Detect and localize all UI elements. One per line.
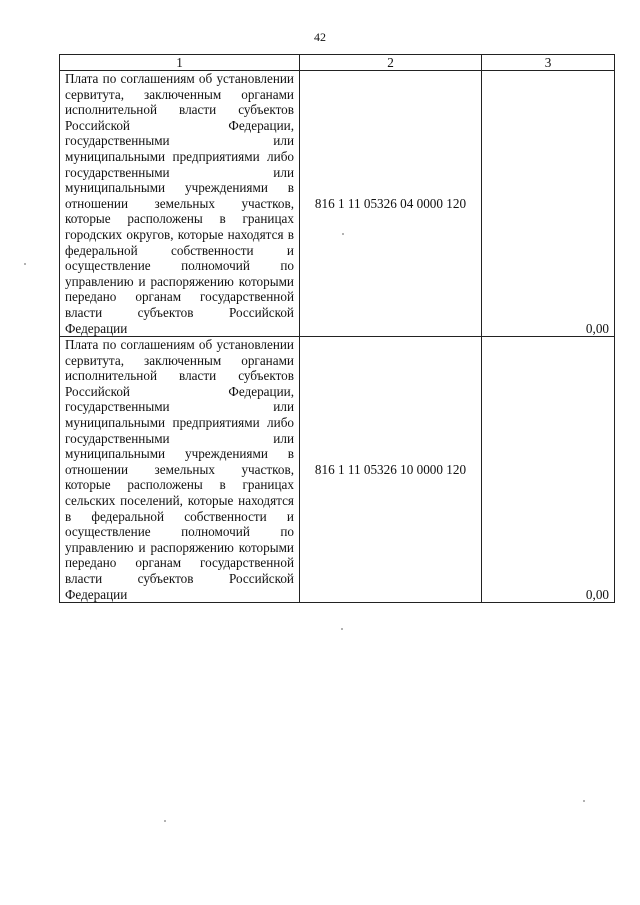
table-row [60, 71, 615, 337]
scan-speck [164, 820, 166, 822]
page-number: 42 [314, 30, 326, 44]
amount-value: 0,00 [482, 337, 615, 603]
budget-classification-code: 816 1 11 05326 04 0000 120 [300, 71, 482, 337]
scan-speck [583, 800, 585, 802]
revenue-description: Плата по соглашениям об установлении сервитута, заключенным органами исполнительной власти субъектов Российской Федерации, государственными или муниципальными предприятиями либо государственными или муниципальными учреждениями в отношении земельных участков, которые расположены в границах сельских поселений, которые находятся в федеральной собственности и осуществление полномочий по управлению и распоряжению которыми передано органам государственной власти субъектов Российской Федерации [60, 337, 300, 603]
scan-speck [24, 263, 26, 265]
table-header-row [60, 55, 615, 71]
revenue-description: Плата по соглашениям об установлении сервитута, заключенным органами исполнительной власти субъектов Российской Федерации, государственными или муниципальными предприятиями либо государственными или муниципальными учреждениями в отношении земельных участков, которые расположены в границах городских округов, которые находятся в федеральной собственности и осуществление полномочий по управлению и распоряжению которыми передано органам государственной власти субъектов Российской Федерации [60, 71, 300, 337]
revenue-table [59, 54, 615, 603]
amount-value: 0,00 [482, 71, 615, 337]
scan-speck [342, 233, 344, 235]
column-header-3: 3 [482, 55, 615, 71]
column-header-1: 1 [60, 55, 300, 71]
budget-classification-code: 816 1 11 05326 10 0000 120 [300, 337, 482, 603]
table-row [60, 337, 615, 603]
scan-speck [341, 628, 343, 630]
column-header-2: 2 [300, 55, 482, 71]
